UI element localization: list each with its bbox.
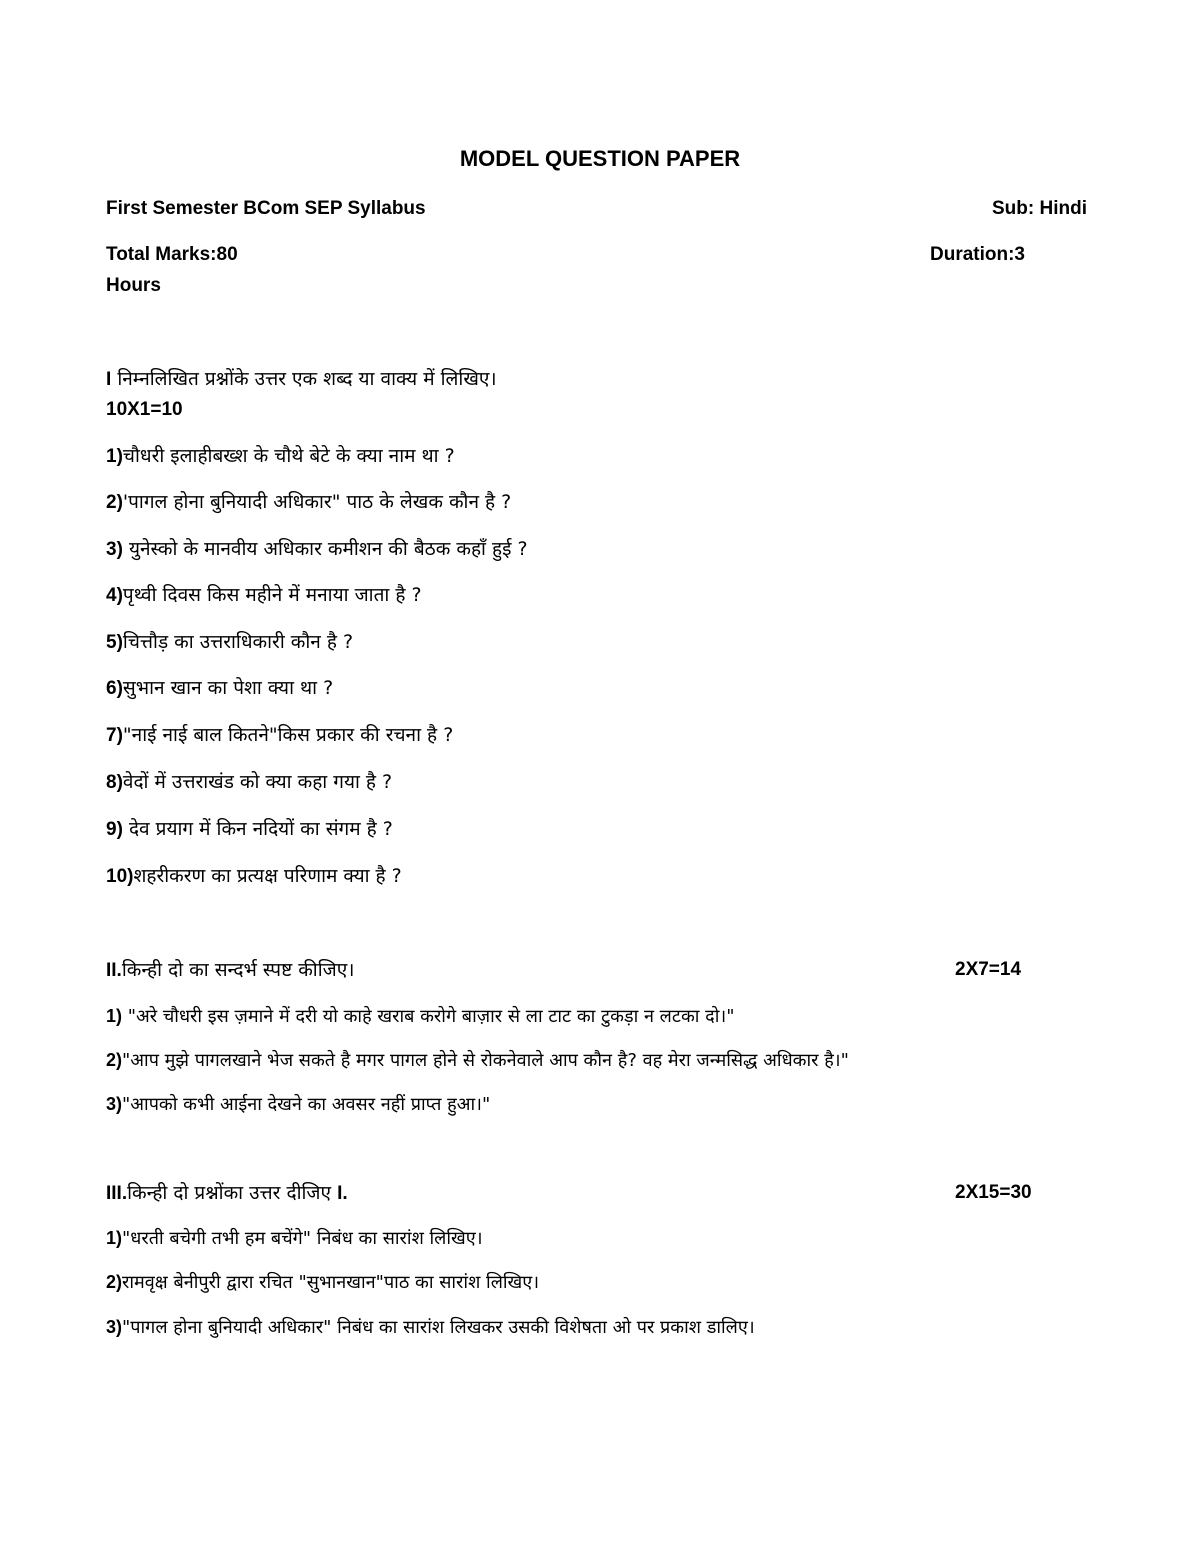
section-3-instruction-end: I. xyxy=(337,1183,348,1204)
section-2-question: 3)"आपको कभी आईना देखने का अवसर नहीं प्राप्त हुआ।" xyxy=(106,1094,491,1115)
section-1-question: 5)चित्तौड़ का उत्तराधिकारी कौन है ? xyxy=(106,631,354,653)
section-2-question: 1) "अरे चौधरी इस ज़माने में दरी यो काहे खराब करोगे बाज़ार से ला टाट का टुकड़ा न लटका दो।" xyxy=(106,1006,735,1027)
section-2-heading xyxy=(106,958,354,983)
section-1-question: 7)"नाई नाई बाल कितने"किस प्रकार की रचना है ? xyxy=(106,724,454,746)
section-1-question: 2)'पागल होना बुनियादी अधिकार" पाठ के लेखक कौन है ? xyxy=(106,491,512,513)
duration-label: Duration:3 xyxy=(930,244,1025,265)
section-2-roman: II. xyxy=(106,960,122,981)
section-1-question: 4)पृथ्वी दिवस किस महीने में मनाया जाता है ? xyxy=(106,584,422,606)
section-3-heading xyxy=(106,1181,348,1206)
section-1-question: 6)सुभान खान का पेशा क्या था ? xyxy=(106,677,334,699)
section-1-question: 10)शहरीकरण का प्रत्यक्ष परिणाम क्या है ? xyxy=(106,865,402,887)
section-1-roman: I xyxy=(106,369,112,390)
page-title: MODEL QUESTION PAPER xyxy=(459,146,741,171)
duration-continuation: Hours xyxy=(106,275,161,296)
section-2-marks: 2X7=14 xyxy=(955,959,1022,980)
total-marks-label: Total Marks:80 xyxy=(106,244,238,265)
section-3-roman: III. xyxy=(106,1183,128,1204)
section-1-question: 9) देव प्रयाग में किन नदियों का संगम है ? xyxy=(106,818,393,840)
section-1-instruction: निम्नलिखित प्रश्नोंके उत्तर एक शब्द या वाक्य में लिखिए। xyxy=(111,368,497,390)
section-1-question: 3) युनेस्को के मानवीय अधिकार कमीशन की बैठक कहाँ हुई ? xyxy=(106,538,528,560)
section-3-marks: 2X15=30 xyxy=(955,1182,1032,1203)
section-2-question: 2)"आप मुझे पागलखाने भेज सकते है मगर पागल होने से रोकनेवाले आप कौन है? वह मेरा जन्मसिद्ध अधिकार है।" xyxy=(106,1050,849,1071)
section-1-question: 8)वेदों में उत्तराखंड को क्या कहा गया है ? xyxy=(106,771,393,793)
section-1-marks: 10X1=10 xyxy=(106,399,183,420)
subject-label: Sub: Hindi xyxy=(992,198,1087,219)
section-3-question: 1)"धरती बचेगी तभी हम बचेंगे" निबंध का सारांश लिखिए। xyxy=(106,1228,483,1249)
section-1-question: 1)चौधरी इलाहीबख्श के चौथे बेटे के क्या नाम था ? xyxy=(106,445,455,467)
section-3-instruction: किन्ही दो प्रश्नोंका उत्तर दीजिए xyxy=(127,1182,338,1204)
section-2-instruction: किन्ही दो का सन्दर्भ स्पष्ट कीजिए। xyxy=(121,959,355,981)
section-3-question: 2)रामवृक्ष बेनीपुरी द्वारा रचित "सुभानखान"पाठ का सारांश लिखिए। xyxy=(106,1272,540,1293)
section-1-heading xyxy=(106,367,497,392)
course-label: First Semester BCom SEP Syllabus xyxy=(106,198,426,219)
section-3-question: 3)"पागल होना बुनियादी अधिकार" निबंध का सारांश लिखकर उसकी विशेषता ओ पर प्रकाश डालिए। xyxy=(106,1317,755,1338)
